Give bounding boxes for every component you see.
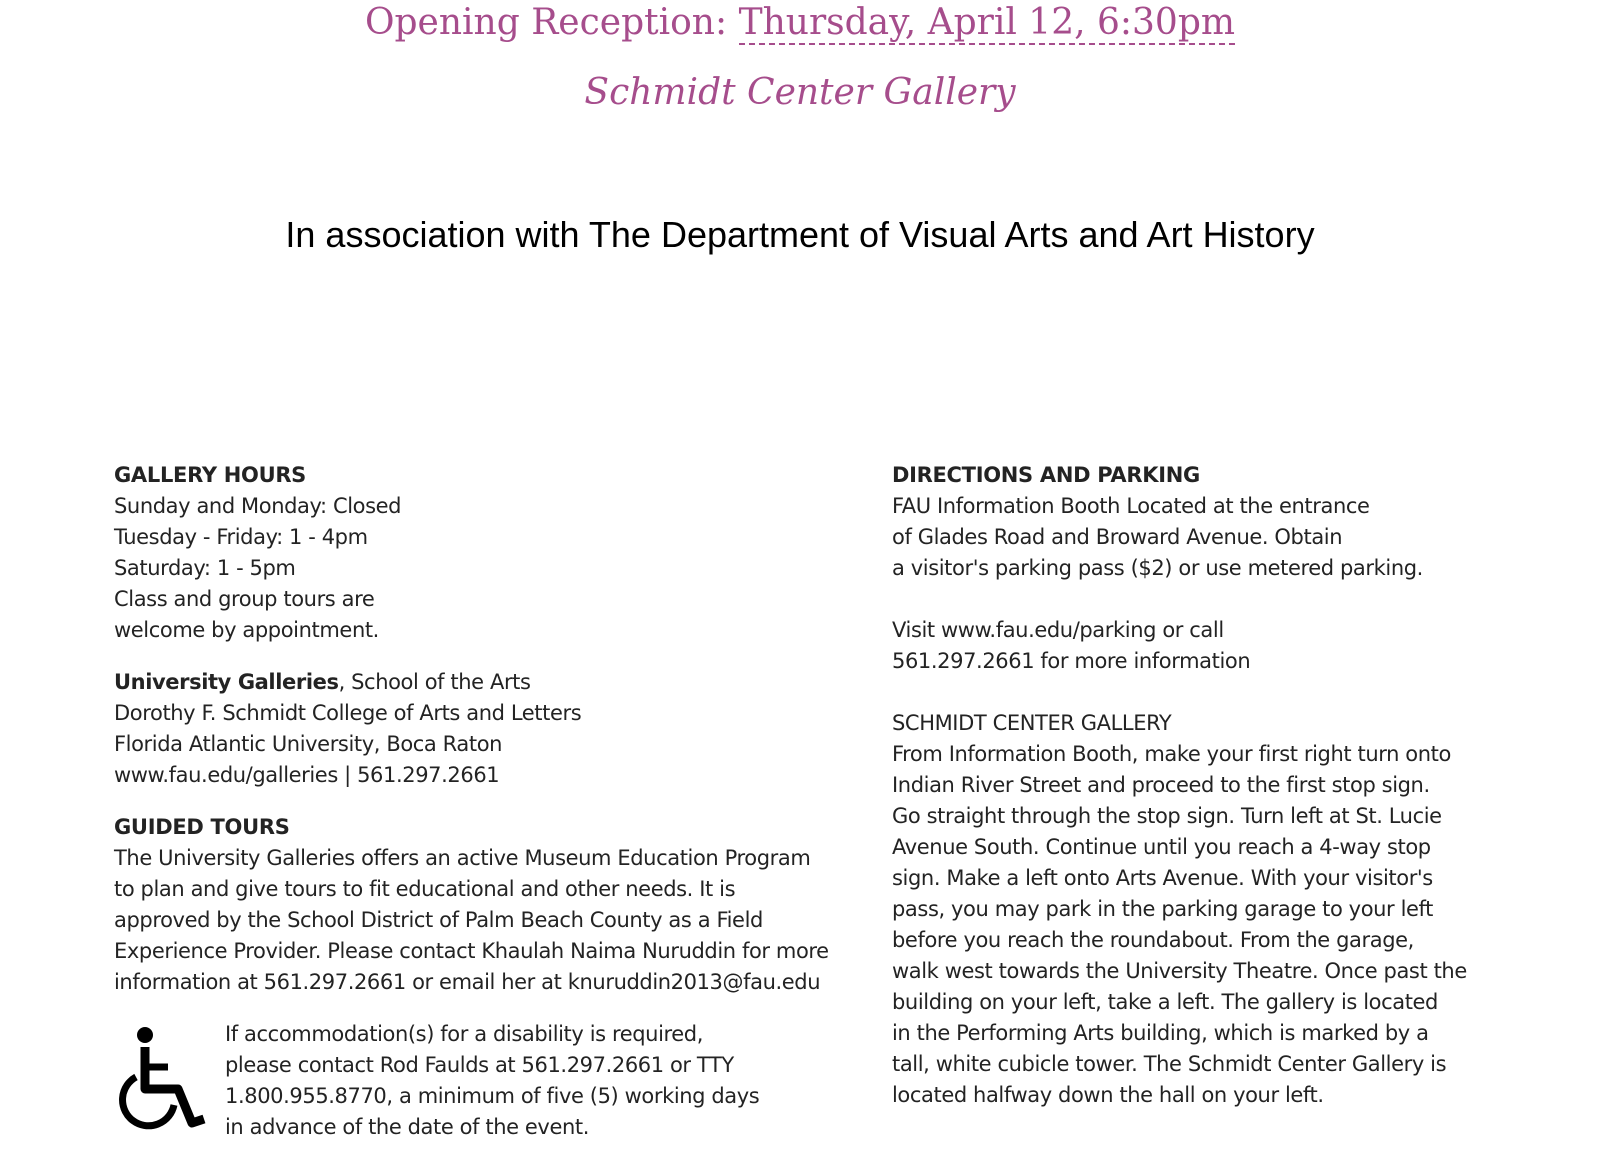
tours-line: The University Galleries offers an active Museum Education Program <box>114 846 811 870</box>
gallery-directions-line: before you reach the roundabout. From the garage, <box>892 928 1414 952</box>
directions-section <box>892 460 1552 584</box>
galleries-line: Dorothy F. Schmidt College of Arts and Letters <box>114 701 582 725</box>
gallery-directions-line: From Information Booth, make your first right turn onto <box>892 742 1451 766</box>
gallery-directions-line: Avenue South. Continue until you reach a 4-way stop <box>892 835 1431 859</box>
directions-line: a visitor's parking pass ($2) or use metered parking. <box>892 556 1423 580</box>
association-line: In association with The Department of Visual Arts and Art History <box>285 214 1315 255</box>
schmidt-gallery-section <box>892 708 1552 1111</box>
gallery-directions-line: in the Performing Arts building, which is marked by a <box>892 1021 1429 1045</box>
directions-line: of Glades Road and Broward Avenue. Obtain <box>892 525 1343 549</box>
hours-line: Class and group tours are <box>114 587 375 611</box>
hours-line: Saturday: 1 - 5pm <box>114 556 296 580</box>
gallery-directions-line: building on your left, take a left. The gallery is located <box>892 990 1438 1014</box>
galleries-name-line <box>114 667 874 698</box>
gallery-directions-line: Indian River Street and proceed to the first stop sign. <box>892 773 1430 797</box>
gallery-directions-line: walk west towards the University Theatre. Once past the <box>892 959 1467 983</box>
left-column <box>114 460 874 1143</box>
university-galleries-section <box>114 667 874 791</box>
hours-line: Tuesday - Friday: 1 - 4pm <box>114 525 368 549</box>
tours-line: to plan and give tours to fit educational and other needs. It is <box>114 877 736 901</box>
accessibility-line: 1.800.955.8770, a minimum of five (5) working days <box>225 1084 760 1108</box>
gallery-directions-line: sign. Make a left onto Arts Avenue. With your visitor's <box>892 866 1433 890</box>
accessibility-line: If accommodation(s) for a disability is required, <box>225 1022 704 1046</box>
opening-reception <box>0 0 1600 46</box>
tours-line: Experience Provider. Please contact Khaulah Naima Nuruddin for more <box>114 939 829 963</box>
accessibility-section <box>114 1019 874 1143</box>
accessibility-line: in advance of the date of the event. <box>225 1115 589 1139</box>
directions-heading: DIRECTIONS AND PARKING <box>892 463 1200 487</box>
gallery-directions-line: located halfway down the hall on your left. <box>892 1083 1324 1107</box>
guided-tours-heading: GUIDED TOURS <box>114 815 290 839</box>
galleries-name: University Galleries <box>114 670 339 694</box>
guided-tours-section <box>114 812 874 998</box>
gallery-directions-line: tall, white cubicle tower. The Schmidt Center Gallery is <box>892 1052 1447 1076</box>
directions-line: FAU Information Booth Located at the entrance <box>892 494 1370 518</box>
tours-email-line[interactable]: information at 561.297.2661 or email her at knuruddin2013@fau.edu <box>114 970 821 994</box>
galleries-line: Florida Atlantic University, Boca Raton <box>114 732 503 756</box>
galleries-contact-line[interactable]: www.fau.edu/galleries | 561.297.2661 <box>114 763 500 787</box>
reception-date: Thursday, April 12, 6:30pm <box>738 2 1236 43</box>
gallery-hours-section <box>114 460 874 646</box>
venue-title: Schmidt Center Gallery <box>584 72 1016 113</box>
gallery-hours-heading: GALLERY HOURS <box>114 463 307 487</box>
gallery-directions-line: pass, you may park in the parking garage to your left <box>892 897 1433 921</box>
wheelchair-icon <box>112 1027 208 1131</box>
parking-info-section <box>892 615 1552 677</box>
schmidt-gallery-heading: SCHMIDT CENTER GALLERY <box>892 711 1172 735</box>
hours-line: Sunday and Monday: Closed <box>114 494 402 518</box>
parking-phone-line: 561.297.2661 for more information <box>892 649 1251 673</box>
gallery-directions-line: Go straight through the stop sign. Turn left at St. Lucie <box>892 804 1442 828</box>
right-column <box>892 460 1552 1111</box>
galleries-name-suffix: , School of the Arts <box>338 670 531 694</box>
parking-link-line[interactable]: Visit www.fau.edu/parking or call <box>892 618 1224 642</box>
reception-label: Opening Reception: <box>364 2 728 43</box>
accessibility-line: please contact Rod Faulds at 561.297.2661 or TTY <box>225 1053 734 1077</box>
tours-line: approved by the School District of Palm Beach County as a Field <box>114 908 763 932</box>
hours-line: welcome by appointment. <box>114 618 379 642</box>
